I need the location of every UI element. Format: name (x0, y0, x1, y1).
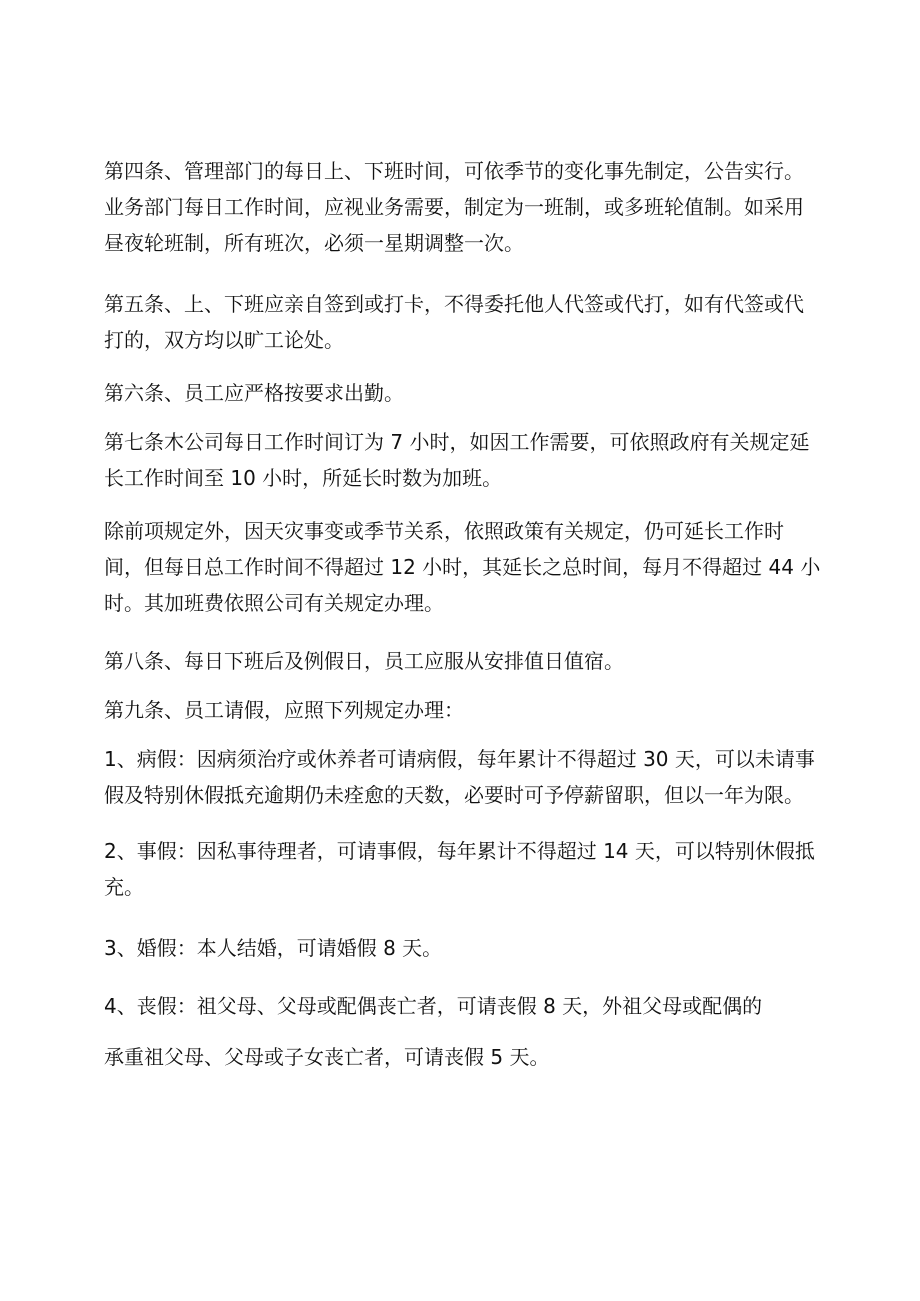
article-5-paragraph (104, 286, 816, 358)
text-line: 第四条、管理部门的每日上、下班时间，可依季节的变化事先制定，公告实行。 (104, 159, 804, 183)
personal-leave-paragraph (104, 833, 816, 905)
text-line: 假及特别休假抵充逾期仍未痊愈的天数，必要时可予停薪留职，但以一年为限。 (104, 783, 804, 807)
article-8-paragraph (104, 643, 816, 679)
text-line: 昼夜轮班制，所有班次，必须一星期调整一次。 (104, 231, 524, 255)
text-line: 业务部门每日工作时间，应视业务需要，制定为一班制，或多班轮值制。如采用 (104, 195, 804, 219)
marriage-leave-paragraph (104, 930, 816, 966)
text-line: 3、婚假：本人结婚，可请婚假 8 天。 (104, 936, 443, 960)
text-line: 承重祖父母、父母或子女丧亡者，可请丧假 5 天。 (104, 1045, 550, 1069)
text-line: 第八条、每日下班后及例假日，员工应服从安排值日值宿。 (104, 649, 624, 673)
sick-leave-paragraph (104, 741, 816, 813)
text-line: 第九条、员工请假，应照下列规定办理： (104, 698, 464, 722)
text-line: 时。其加班费依照公司有关规定办理。 (104, 591, 444, 615)
text-line: 第七条木公司每日工作时间订为 7 小时，如因工作需要，可依照政府有关规定延 (104, 430, 810, 454)
text-line: 除前项规定外，因天灾事变或季节关系，依照政策有关规定，仍可延长工作时 (104, 519, 784, 543)
bereavement-leave-paragraph (104, 988, 816, 1024)
article-7-paragraph (104, 424, 816, 496)
text-line: 长工作时间至 10 小时，所延长时数为加班。 (104, 466, 503, 490)
article-4-paragraph (104, 153, 816, 261)
article-6-paragraph (104, 375, 816, 411)
text-line: 间，但每日总工作时间不得超过 12 小时，其延长之总时间，每月不得超过 44 小 (104, 555, 821, 579)
text-line: 充。 (104, 875, 144, 899)
text-line: 打的，双方均以旷工论处。 (104, 328, 344, 352)
text-line: 第五条、上、下班应亲自签到或打卡，不得委托他人代签或代打，如有代签或代 (104, 292, 804, 316)
bereavement-leave-continued (104, 1039, 816, 1075)
overtime-paragraph (104, 513, 821, 621)
text-line: 2、事假：因私事待理者，可请事假，每年累计不得超过 14 天，可以特别休假抵 (104, 839, 815, 863)
article-9-paragraph (104, 692, 816, 728)
text-line: 1、病假：因病须治疗或休养者可请病假，每年累计不得超过 30 天，可以未请事 (104, 747, 815, 771)
text-line: 4、丧假：祖父母、父母或配偶丧亡者，可请丧假 8 天，外祖父母或配偶的 (104, 994, 763, 1018)
text-line: 第六条、员工应严格按要求出勤。 (104, 381, 404, 405)
